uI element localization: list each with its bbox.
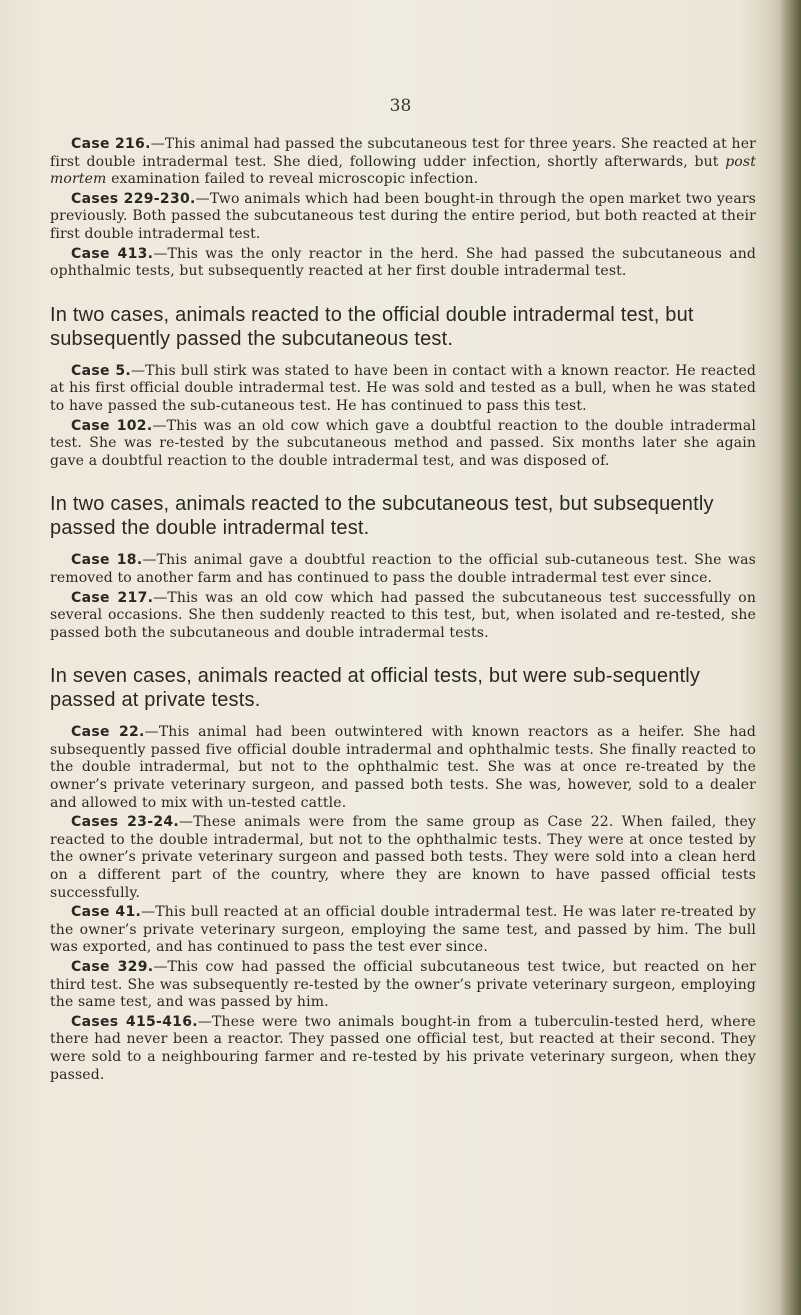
- case-413-paragraph: Case 413.—This was the only reactor in the herd. She had passed the subcutaneous and ophthalmic tests, but subsequently reacted at her first double intradermal test.: [50, 245, 756, 280]
- case-18-paragraph: Case 18.—This animal gave a doubtful reaction to the official sub-cutaneous test. She was removed to another farm and has continued to pass the double intradermal test ever since.: [50, 552, 757, 586]
- case-41-paragraph: Case 41.—This bull reacted at an official double intradermal test. He was later re-treated by the owner’s private veterinary surgeon, employing the same test, and passed by him. The bull was exported, and has continued to pass the test ever since.: [50, 904, 756, 956]
- cases-229-230-paragraph: Cases 229-230.—Two animals which had been bought-in through the open market two years previously. Both passed the subcutaneous test during the entire period, but both reacted at their first double intradermal test.: [50, 190, 756, 242]
- page-number: 38: [389, 96, 412, 116]
- cases-415-416-paragraph: Cases 415-416.—These were two animals bought-in from a tuberculin-tested herd, where there had never been a reactor. They passed one official test, but reacted at their second. They were sold to a neighbouring farmer and re-tested by his private veterinary surgeon, when they passed.: [50, 1013, 756, 1083]
- case-5-paragraph: Case 5.—This bull stirk was stated to have been in contact with a known reactor. He reacted at his first official double intradermal test. He was sold and tested as a bull, when he was stated to have passed the sub-cutaneous test. He has continued to pass this test.: [50, 362, 756, 414]
- case-label: Case 102.: [71, 417, 153, 434]
- case-217-paragraph: Case 217.—This was an old cow which had passed the subcutaneous test successfully on several occasions. She then suddenly reacted to this test, but, when isolated and re-tested, she passed both the subcutaneous and double intradermal tests.: [50, 589, 757, 641]
- case-label: Case 18.: [71, 552, 143, 569]
- case-label: Case 22.: [71, 724, 145, 741]
- case-label: Case 217.: [71, 589, 154, 606]
- case-label: Case 329.: [71, 959, 154, 975]
- case-22-paragraph: Case 22.—This animal had been outwintered with known reactors as a heifer. She had subsequently passed five official double intradermal and ophthalmic tests. She finally reacted to the double intradermal, but not to the ophthalmic test. She was at once re-treated by the owner’s private veterinary surgeon, and passed both tests. She was, however, sold to a dealer and allowed to mix with un-tested cattle.: [50, 724, 756, 811]
- case-label: Cases 23-24.: [71, 814, 180, 831]
- case-label: Cases 229-230.: [71, 190, 196, 207]
- case-102-paragraph: Case 102.—This was an old cow which gave a doubtful reaction to the double intradermal test. She was re-tested by the subcutaneous method and passed. Six months later she again gave a doubtful reaction to the double intradermal test, and was disposed of.: [50, 417, 756, 469]
- italic-term: post mortem: [50, 153, 756, 188]
- case-label: Case 216.: [71, 136, 151, 152]
- case-216-paragraph: Case 216.—This animal had passed the subcutaneous test for three years. She reacted at her first double intradermal test. She died, following udder infection, shortly afterwards, but post mortem examination failed to reveal microscopic infection.: [50, 136, 756, 188]
- section-heading: In seven cases, animals reacted at official tests, but were sub-sequently passed at private tests.: [50, 665, 701, 712]
- section-heading: In two cases, animals reacted to the subcutaneous test, but subsequently passed the double intradermal test.: [50, 493, 714, 540]
- page-body: [50, 136, 756, 1084]
- case-label: Cases 415-416.: [71, 1013, 198, 1030]
- section-heading: In two cases, animals reacted to the official double intradermal test, but subsequently passed the subcutaneous test.: [50, 303, 694, 350]
- case-329-paragraph: Case 329.—This cow had passed the official subcutaneous test twice, but reacted on her third test. She was subsequently re-tested by the owner’s private veterinary surgeon, employing the same test, and was passed by him.: [50, 959, 757, 1011]
- case-label: Case 413.: [71, 245, 154, 262]
- case-label: Case 41.: [71, 904, 142, 921]
- case-label: Case 5.: [71, 362, 132, 379]
- binding-gutter: [779, 0, 801, 1315]
- cases-23-24-paragraph: Cases 23-24.—These animals were from the same group as Case 22. When failed, they reacted to the double intradermal, but not to the ophthalmic tests. They were at once tested by the owner’s private veterinary surgeon and passed both tests. They were sold into a clean herd on a different part of the country, where they are known to have passed official tests successfully.: [50, 814, 756, 901]
